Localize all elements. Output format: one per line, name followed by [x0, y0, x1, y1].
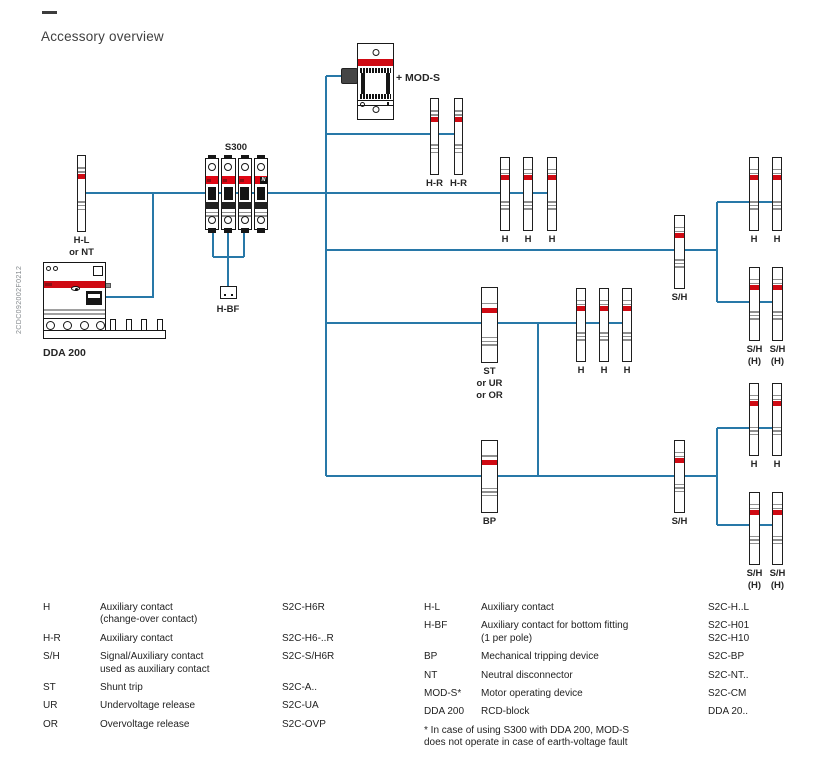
legend-description: Auxiliary contact — [481, 602, 554, 613]
legend-description: Signal/Auxiliary contact used as auxiliary contact — [100, 651, 210, 675]
device-h-top-3 — [547, 157, 557, 231]
device-h-top-3-label: H — [548, 234, 556, 245]
mod-s-label: + MOD-S — [396, 72, 441, 84]
dda-200-base-plate — [43, 330, 166, 339]
device-s-h-h-upper-right-2-label: S/H (H) — [769, 344, 786, 367]
h-bf-device — [220, 286, 237, 299]
legend-order-code: S2C-OVP — [282, 718, 326, 730]
device-h-top-1-label: H — [501, 234, 509, 245]
legend-order-code: S2C-H6-..R — [282, 632, 334, 644]
legend-term: OR — [43, 718, 58, 730]
legend-description: Motor operating device — [481, 688, 583, 700]
device-st — [481, 287, 498, 363]
device-h-mid-1 — [576, 288, 586, 362]
device-h-upper-right-1-label: H — [750, 234, 758, 245]
device-bp — [481, 440, 498, 513]
device-s-h-h-upper-right-2 — [772, 267, 783, 341]
breaker-pole-2 — [221, 155, 235, 233]
legend-row-bp — [424, 651, 749, 663]
legend-description: Undervoltage release — [100, 700, 196, 712]
device-h-mid-3 — [622, 288, 632, 362]
legend-order-code: S2C-CM — [708, 688, 747, 700]
legend-term: H-L — [424, 602, 441, 613]
legend-order-code: DDA 20.. — [708, 706, 749, 718]
device-h-top-2 — [523, 157, 533, 231]
device-s-h-h-upper-right-1-label: S/H (H) — [746, 344, 763, 367]
device-s-h-h-lower-right-2-label: S/H (H) — [769, 568, 786, 591]
dda-200-prong — [141, 319, 147, 331]
device-h-r-1-label: H-R — [426, 178, 443, 189]
breaker-pole-1 — [205, 155, 219, 233]
device-s-h-h-lower-right-1 — [749, 492, 760, 565]
legend-description: Shunt trip — [100, 682, 143, 694]
device-h-lower-right-2 — [772, 383, 782, 456]
legend-order-code: S2C-UA — [282, 700, 319, 712]
legend-row-ur — [43, 700, 334, 712]
legend-order-code: S2C-A.. — [282, 682, 318, 694]
legend-description: Neutral disconnector — [481, 669, 573, 681]
device-h-l — [77, 155, 86, 232]
legend-right-column — [424, 602, 749, 750]
legend-description: Auxiliary contact — [100, 632, 173, 644]
legend-description: Auxiliary contact (change-over contact) — [100, 602, 198, 626]
device-s-h-upper-label: S/H — [671, 292, 688, 303]
legend-term: H — [43, 602, 51, 613]
legend-term: BP — [424, 651, 438, 663]
page-title: Accessory overview — [41, 29, 164, 44]
device-h-top-1 — [500, 157, 510, 231]
legend-term: DDA 200 — [424, 706, 465, 718]
device-s-h-lower — [674, 440, 685, 513]
neutral-pole-label: N — [261, 176, 266, 183]
image-reference-code: 2CDC092002F0212 — [16, 265, 23, 334]
device-s-h-lower-label: S/H — [671, 516, 688, 527]
dda-200-device — [43, 262, 106, 331]
dda-200-prong — [157, 319, 163, 331]
legend-row-h-l — [424, 602, 749, 614]
mod-s-device — [357, 43, 394, 120]
legend-row-mod-s- — [424, 688, 749, 700]
device-h-mid-1-label: H — [577, 365, 585, 376]
device-h-top-2-label: H — [524, 234, 532, 245]
mod-s-knob — [341, 68, 358, 84]
dda-200-label: DDA 200 — [43, 347, 86, 359]
legend-order-code: S2C-H6R — [282, 602, 325, 613]
device-bp-label: BP — [482, 516, 497, 527]
legend-description: Auxiliary contact for bottom fitting (1 per pole) — [481, 620, 629, 644]
legend-description: RCD-block — [481, 706, 530, 718]
h-bf-label: H-BF — [216, 304, 240, 315]
legend-row-nt — [424, 670, 749, 682]
legend-row-s-h — [43, 651, 334, 676]
device-s-h-h-upper-right-1 — [749, 267, 760, 341]
device-h-mid-3-label: H — [623, 365, 631, 376]
legend-term: UR — [43, 700, 58, 712]
device-h-upper-right-2 — [772, 157, 782, 231]
dda-200-prong — [126, 319, 132, 331]
device-h-mid-2-label: H — [600, 365, 608, 376]
device-h-upper-right-2-label: H — [773, 234, 781, 245]
legend-term: S/H — [43, 651, 60, 663]
legend-row-dda-200 — [424, 706, 749, 718]
legend-term: ST — [43, 682, 56, 694]
legend-order-code: S2C-BP — [708, 651, 745, 663]
device-h-r-2 — [454, 98, 463, 175]
device-h-mid-2 — [599, 288, 609, 362]
device-h-r-1 — [430, 98, 439, 175]
legend-order-code: S2C-S/H6R — [282, 651, 335, 663]
legend-order-code: S2C-H..L — [708, 602, 750, 613]
device-s-h-h-lower-right-1-label: S/H (H) — [746, 568, 763, 591]
wire — [104, 193, 153, 297]
legend-order-code: S2C-H01 S2C-H10 — [708, 620, 750, 644]
device-h-lower-right-1 — [749, 383, 759, 456]
legend-term: MOD-S* — [424, 688, 462, 700]
device-h-lower-right-2-label: H — [773, 459, 781, 470]
s300-breaker — [205, 155, 268, 233]
breaker-pole-neutral — [254, 155, 268, 233]
legend-term: NT — [424, 669, 438, 681]
legend-description: Overvoltage release — [100, 718, 190, 730]
legend-order-code: S2C-NT.. — [708, 669, 749, 681]
legend-row-h — [43, 602, 334, 627]
breaker-pole-3 — [238, 155, 252, 233]
dda-200-prong — [110, 319, 116, 331]
legend-term: H-R — [43, 632, 61, 644]
legend-row-or — [43, 719, 334, 731]
legend-row-h-bf — [424, 620, 749, 645]
device-h-lower-right-1-label: H — [750, 459, 758, 470]
legend-left-column — [43, 602, 334, 737]
mod-s-footnote: * In case of using S300 with DDA 200, MOD-S does not operate in case of earth-voltage fault — [424, 724, 630, 749]
legend-term: H-BF — [424, 620, 448, 632]
device-s-h-h-lower-right-2 — [772, 492, 783, 565]
device-st-label: ST or UR or OR — [476, 366, 503, 401]
legend-description: Mechanical tripping device — [481, 651, 599, 663]
legend-row-h-r — [43, 633, 334, 645]
device-h-r-2-label: H-R — [450, 178, 467, 189]
legend-row-st — [43, 682, 334, 694]
s300-label: S300 — [224, 142, 248, 153]
device-h-l-label: H-L or NT — [69, 235, 94, 258]
device-s-h-upper — [674, 215, 685, 289]
eye-icon — [71, 286, 80, 291]
device-h-upper-right-1 — [749, 157, 759, 231]
